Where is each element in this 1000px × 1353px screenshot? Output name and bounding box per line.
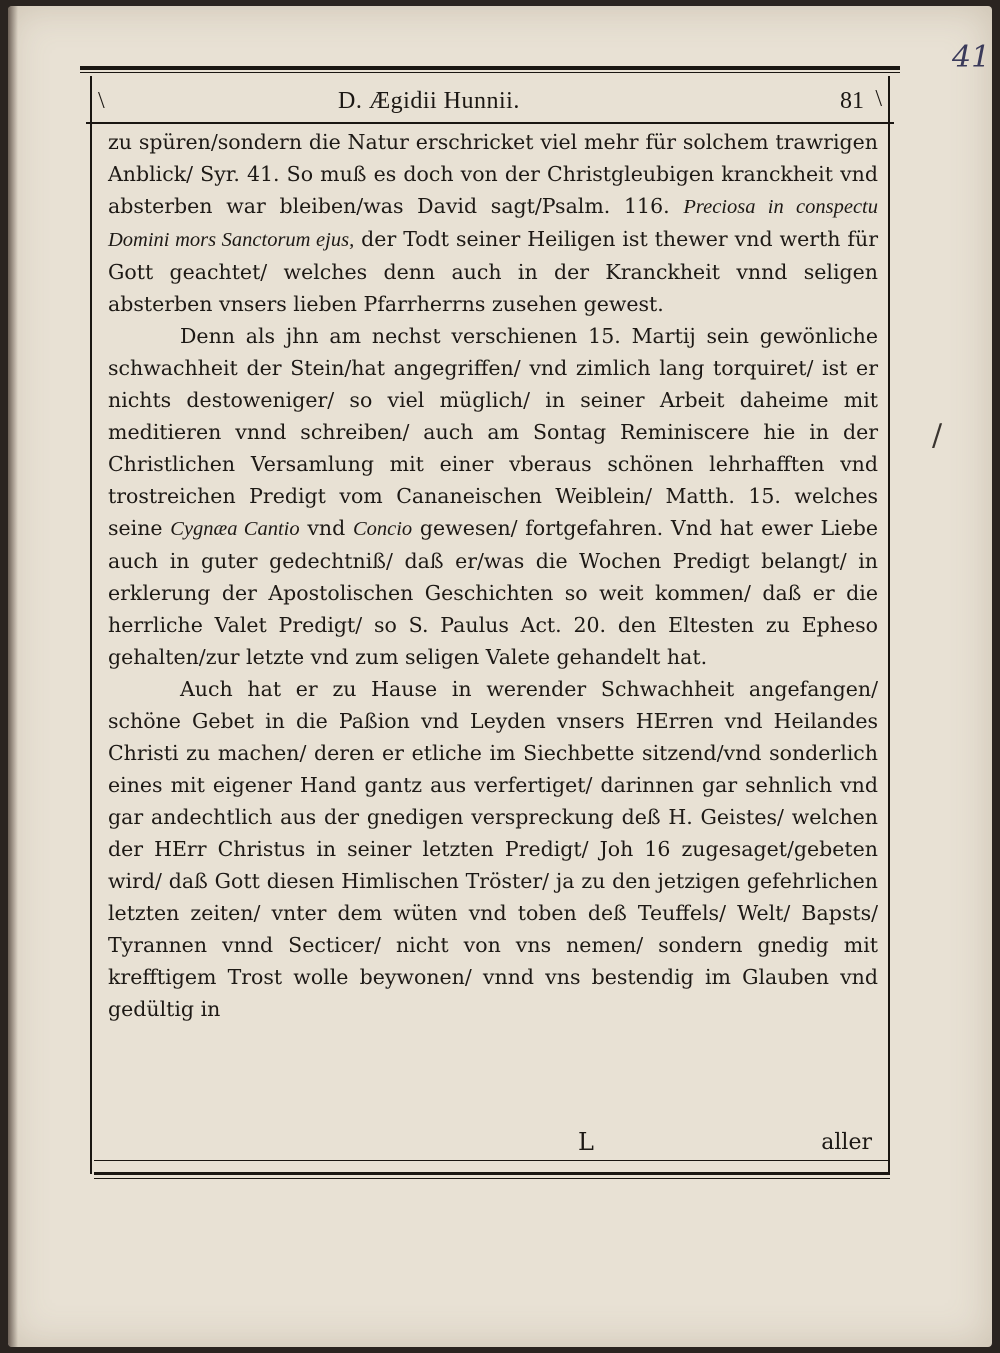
page-gutter-shadow <box>8 6 18 1347</box>
header-underline <box>86 122 894 124</box>
header-left-mark: \ <box>98 88 105 114</box>
margin-mark: / <box>932 418 943 453</box>
text-segment: gewesen/ fortgefahren. Vnd hat ewer Liebe auch in guter gedechtniß/ daß er/was die Wochen Predigt belangt/ in erklerung der Apostolischen Geschichten so weit kommen/ daß er die herrliche Valet Predigt/ so S. Paulus Act. 20. den Eltesten zu Epheso gehalten/zur letzte vnd zum seligen Valete gehandelt hat. <box>108 516 878 669</box>
paragraph <box>108 126 878 320</box>
text-segment: Auch hat er zu Hause in werender Schwachheit angefangen/ schöne Gebet in die Paßion vnd Leyden vnsers HErren vnd Heilandes Christi zu machen/ deren er etliche im Siechbette sitzend/vnd sonderlich eines mit eigener Hand gantz aus verfertiget/ darinnen gar sehnlich vnd gar andechtlich aus der gnedigen verspreckung deß H. Geistes/ welchen der HErr Christus in seiner letzten Predigt/ Joh 16 zugesaget/gebeten wird/ daß Gott diesen Himlischen Tröster/ ja zu den jetzigen gefehrlichen letzten zeiten/ vnter dem wüten vnd toben deß Teuffels/ Welt/ Bapsts/ Tyrannen vnnd Secticer/ nicht von vns nemen/ sondern gnedig mit krefftigem Trost wolle beywonen/ vnnd vns bestendig im Glauben vnd gedültig in <box>108 677 878 1021</box>
right-frame-rule <box>888 76 890 1174</box>
paragraph <box>108 320 878 673</box>
catchword: aller <box>821 1130 872 1155</box>
latin-phrase: Preciosa in conspectu Domini mors Sanctorum ejus, <box>108 196 879 251</box>
top-rule-thin <box>80 72 900 73</box>
header-right-mark: \ <box>875 86 882 112</box>
signature-mark: L <box>578 1128 594 1156</box>
top-rule <box>80 66 900 70</box>
page-footer <box>108 1128 874 1164</box>
running-title: D. Ægidii Hunnii. <box>338 88 520 114</box>
body-text <box>108 126 878 1025</box>
handwritten-folio-number: 41 <box>952 40 991 75</box>
text-segment: vnd <box>299 516 353 540</box>
bottom-rule <box>94 1172 890 1175</box>
latin-phrase: Cygnæa Cantio <box>170 518 300 540</box>
paragraph <box>108 673 878 1025</box>
left-frame-rule <box>90 76 92 1174</box>
book-page <box>8 6 992 1347</box>
text-segment: Denn als jhn am nechst verschienen 15. Martij sein gewönliche schwachheit der Stein/hat angegriffen/ vnd zimlich lang torquiret/ ist er nichts destoweniger/ so viel müglich/ in seiner Arbeit daheime mit meditieren vnnd schreiben/ auch am Sontag Reminiscere hie in der Christlichen Versamlung mit einer vberaus schönen lehrhafften vnd trostreichen Predigt vom Cananeischen Weiblein/ Matth. 15. welches seine <box>108 324 878 540</box>
text-segment: zu spüren/sondern die Natur erschricket viel mehr für solchem trawrigen Anblick/ Syr. 41. So muß es doch von der Christgleubigen kranckheit vnd absterben war bleiben/was David sagt/Psalm. 116. <box>108 130 878 218</box>
text-segment: der Todt seiner Heiligen ist thewer vnd werth für Gott geachtet/ welches denn auch in der Kranckheit vnnd seligen absterben vnsers lieben Pfarrherrns zusehen gewest. <box>108 227 879 316</box>
bottom-rule-thin <box>94 1178 890 1179</box>
latin-phrase: Concio <box>352 518 413 540</box>
page-number: 81 <box>840 88 864 114</box>
running-header <box>96 88 886 122</box>
